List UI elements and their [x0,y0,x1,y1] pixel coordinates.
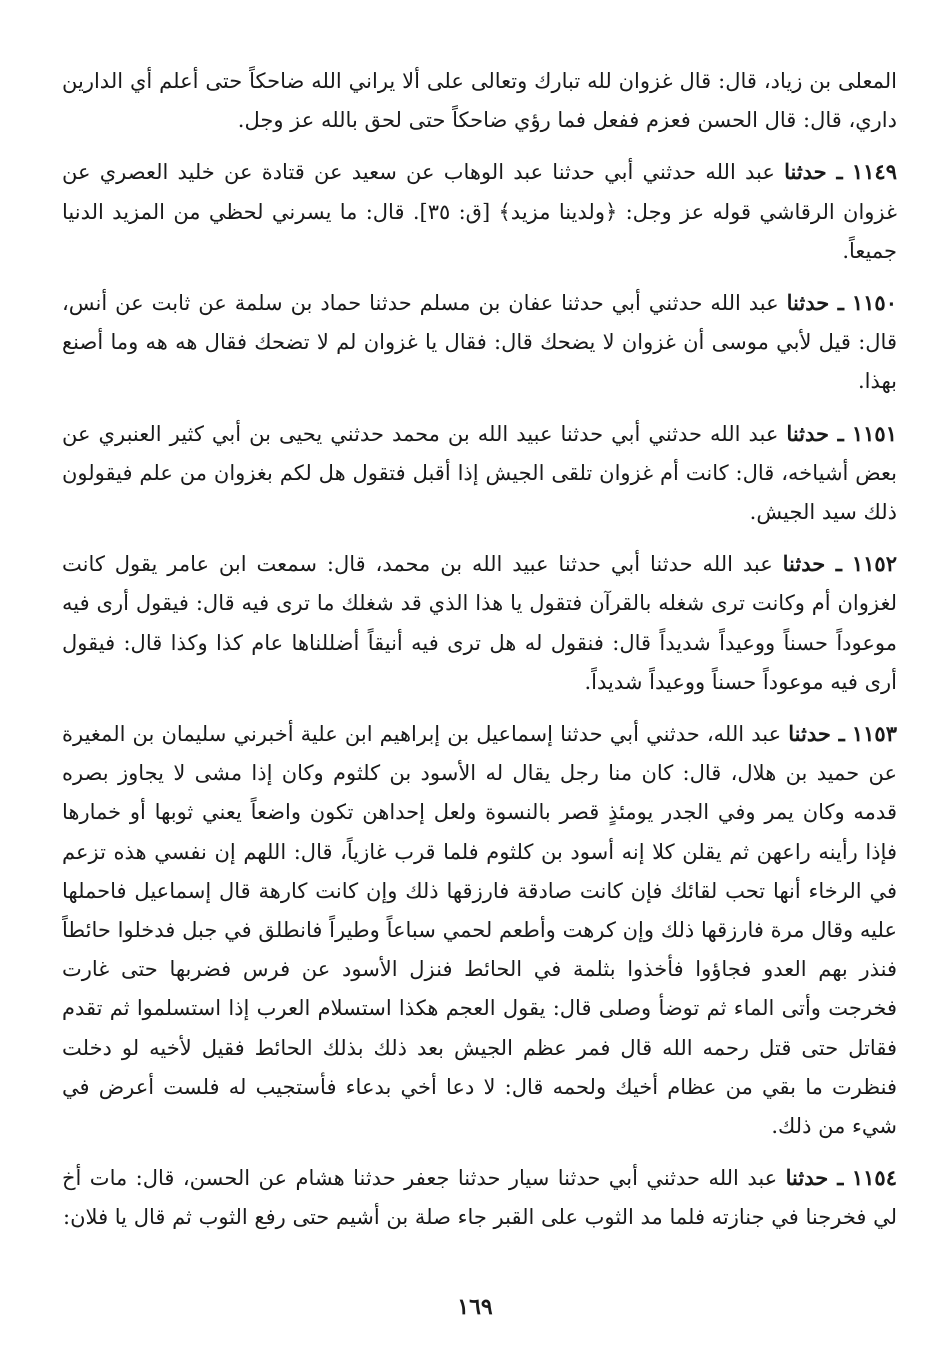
page-body [62,62,897,1302]
hadith-number: ١١٥٢ [851,551,897,577]
page-number: ١٦٩ [457,1294,493,1320]
hadith-number: ١١٥٤ [851,1165,897,1191]
hadith-number: ١١٥١ [851,420,897,446]
hadith-keyword: حدثنا [786,420,830,446]
paragraph-text: عبد الله حدثني أبي حدثنا سيار حدثنا جعفر حدثنا هشام عن الحسن، قال: مات أخ لي فخرجنا في جنازته فلما مد الثوب على القبر جاء صلة بن أشيم حتى رفع الثوب ثم قال يا فلان: [62,1166,897,1230]
paragraph-text: عبد الله حدثني أبي حدثنا عبيد الله بن محمد حدثني يحيى بن أبي كثير العنبري عن بعض أشياخه، قال: كانت أم غزوان تلقى الجيش إذا أقبل فتقول هل لكم بغزوان من علم فيقولون ذلك سيد الجيش. [62,421,897,525]
paragraph-1152: ١١٥٢ ـ حدثنا عبد الله حدثنا أبي حدثنا عبيد الله بن محمد، قال: سمعت ابن عامر يقول كانت لغزوان أم وكانت ترى شغله بالقرآن فتقول يا هذا الذي قد شغلك ما ترى فيه قال: فيقول أرى فيه موعوداً حسناً ووعيداً شديداً قال: فنقول له هل ترى فيه أنيقاً أضللناها عام كذا وكذا قال: فيقول أرى فيه موعوداً حسناً ووعيداً شديداً. [62,551,897,694]
paragraph-1153: ١١٥٣ ـ حدثنا عبد الله، حدثني أبي حدثنا إسماعيل بن إبراهيم ابن علية أخبرني سليمان بن المغيرة عن حميد بن هلال، قال: كان منا رجل يقال له الأسود بن كلثوم وكان إذا مشى لا يجاوز بصره قدمه وكان يمر وفي الجدر يومئذٍ قصر بالنسوة ولعل إحداهن تكون واضعاً يعني ثوبها أو خمارها فإذا رأينه راعهن ثم يقلن كلا إنه أسود بن كلثوم فلما قرب غازياً، قال: اللهم إن نفسي هذه تزعم في الرخاء أنها تحب لقائك فإن كانت صادقة فارزقها ذلك وإن كانت كارهة قال إسماعيل فاحملها عليه وقال مرة فارزقها ذلك وإن كرهت وأطعم لحمي سباعاً وطيراً فانطلق في جبل فدخلوا حائطاً فنذر بهم العدو فجاؤوا فأخذوا بثلمة في الحائط فنزل الأسود عن فرس فضربها حتى غارت فخرجت وأتى الماء ثم توضأ وصلى قال: يقول العجم هكذا استسلام العرب إذا استسلموا ثم تقدم فقاتل حتى قتل رحمه الله قال فمر عظم الجيش بعد ذلك بذلك الحائط فقيل لأخيه لو دخلت فنظرت ما بقي من عظام أخيك ولحمه قال: لا دعا أخي بدعاء فأستجيب له فلست أعرض في شيء من ذلك. [62,721,897,1139]
paragraph-text: المعلى بن زياد، قال: قال غزوان لله تبارك وتعالى على ألا يراني الله ضاحكاً حتى أعلم أي الدارين داري، قال: قال الحسن فعزم ففعل فما رؤي ضاحكاً حتى لحق بالله عز وجل. [62,69,897,133]
paragraph-1149: ١١٤٩ ـ حدثنا عبد الله حدثني أبي حدثنا عبد الوهاب عن سعيد عن قتادة عن خليد العصري عن غزوان الرقاشي قوله عز وجل: ﴿ولدينا مزيد﴾ [ق: ٣٥]. قال: ما يسرني لحظي من المزيد الدنيا جميعاً. [62,159,897,263]
hadith-keyword: حدثنا [782,551,826,577]
hadith-number: ١١٥٣ [851,721,897,747]
paragraph-1151: ١١٥١ ـ حدثنا عبد الله حدثني أبي حدثنا عبيد الله بن محمد حدثني يحيى بن أبي كثير العنبري عن بعض أشياخه، قال: كانت أم غزوان تلقى الجيش إذا أقبل فتقول هل لكم بغزوان من علم فيقولون ذلك سيد الجيش. [62,420,897,525]
paragraph-text: عبد الله حدثنا أبي حدثنا عبيد الله بن محمد، قال: سمعت ابن عامر يقول كانت لغزوان أم وكانت ترى شغله بالقرآن فتقول يا هذا الذي قد شغلك ما ترى فيه قال: فيقول أرى فيه موعوداً حسناً ووعيداً شديداً قال: فنقول له هل ترى فيه أنيقاً أضللناها عام كذا وكذا قال: فيقول أرى فيه موعوداً حسناً ووعيداً شديداً. [62,552,897,694]
hadith-keyword: حدثنا [786,290,830,316]
paragraph-continuation [62,62,897,140]
paragraph-text: عبد الله حدثني أبي حدثنا عفان بن مسلم حدثنا حماد بن سلمة عن ثابت عن أنس، قال: قيل لأبي موسى أن غزوان لا يضحك قال: فقال يا غزوان لم لا تضحك فقال هه هه وما أصنع بهذا. [62,291,897,394]
paragraph-1150: ١١٥٠ ـ حدثنا عبد الله حدثني أبي حدثنا عفان بن مسلم حدثنا حماد بن سلمة عن ثابت عن أنس، قال: قيل لأبي موسى أن غزوان لا يضحك قال: فقال يا غزوان لم لا تضحك فقال هه هه وما أصنع بهذا. [62,290,897,394]
hadith-keyword: حدثنا [785,1165,829,1191]
paragraph-1154: ١١٥٤ ـ حدثنا عبد الله حدثني أبي حدثنا سيار حدثنا جعفر حدثنا هشام عن الحسن، قال: مات أخ لي فخرجنا في جنازته فلما مد الثوب على القبر جاء صلة بن أشيم حتى رفع الثوب ثم قال يا فلان: [62,1165,897,1230]
hadith-keyword: حدثنا [784,159,827,185]
paragraph-text: عبد الله، حدثني أبي حدثنا إسماعيل بن إبراهيم ابن علية أخبرني سليمان بن المغيرة عن حميد بن هلال، قال: كان منا رجل يقال له الأسود بن كلثوم وكان إذا مشى لا يجاوز بصره قدمه وكان يمر وفي الجدر يومئذٍ قصر بالنسوة ولعل إحداهن تكون واضعاً يعني ثوبها أو خمارها فإذا رأينه راعهن ثم يقلن كلا إنه أسود بن كلثوم فلما قرب غازياً، قال: اللهم إن نفسي هذه تزعم في الرخاء أنها تحب لقائك فإن كانت صادقة فارزقها ذلك وإن كانت كارهة قال إسماعيل فاحملها عليه وقال مرة فارزقها ذلك وإن كرهت وأطعم لحمي سباعاً وطيراً فانطلق في جبل فدخلوا حائطاً فنذر بهم العدو فجاؤوا فأخذوا بثلمة في الحائط فنزل الأسود عن فرس فضربها حتى غارت فخرجت وأتى الماء ثم توضأ وصلى قال: يقول العجم هكذا استسلام العرب إذا استسلموا ثم تقدم فقاتل حتى قتل رحمه الله قال فمر عظم الجيش بعد ذلك بذلك الحائط فقيل لأخيه لو دخلت فنظرت ما بقي من عظام أخيك ولحمه قال: لا دعا أخي بدعاء فأستجيب له فلست أعرض في شيء من ذلك. [62,722,897,1139]
hadith-number: ١١٥٠ [851,290,897,316]
paragraph-text: عبد الله حدثني أبي حدثنا عبد الوهاب عن سعيد عن قتادة عن خليد العصري عن غزوان الرقاشي قوله عز وجل: ﴿ولدينا مزيد﴾ [ق: ٣٥]. قال: ما يسرني لحظي من المزيد الدنيا جميعاً. [62,160,897,263]
hadith-number: ١١٤٩ [851,159,897,185]
hadith-keyword: حدثنا [788,721,831,747]
